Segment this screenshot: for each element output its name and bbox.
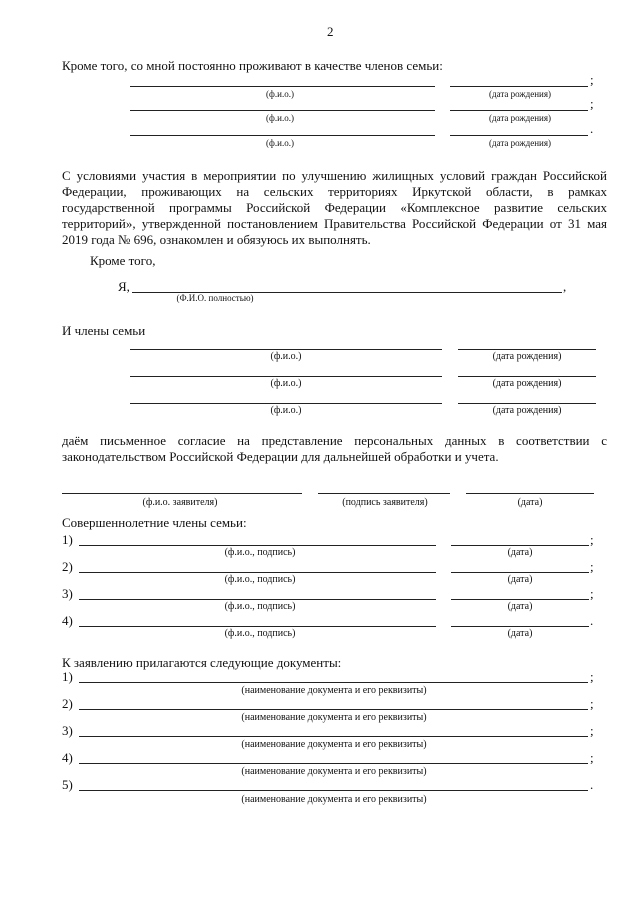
adult-date-caption: (дата) — [507, 628, 533, 639]
document-input-line[interactable] — [79, 763, 588, 764]
dob-caption: (дата рождения) — [492, 405, 562, 416]
adult-row-number: 3) — [62, 586, 73, 601]
row-end-mark: ; — [590, 750, 594, 765]
fio-caption: (ф.и.о.) — [270, 351, 302, 362]
document-caption: (наименование документа и его реквизиты) — [241, 794, 427, 805]
adult-fio-caption: (ф.и.о., подпись) — [224, 574, 296, 585]
fio-caption: (ф.и.о.) — [270, 405, 302, 416]
adult-fio-input-line[interactable] — [79, 626, 436, 627]
row-end-mark: . — [590, 777, 594, 792]
family-living-intro: Кроме того, со мной постоянно проживают в качестве членов семьи: — [62, 58, 443, 73]
adult-date-caption: (дата) — [507, 547, 533, 558]
ya-caption: (Ф.И.О. полностью) — [176, 293, 254, 303]
row-end-mark: . — [590, 121, 594, 136]
row-end-mark: ; — [590, 669, 594, 684]
document-input-line[interactable] — [79, 709, 588, 710]
applicant-fio-caption: (ф.и.о. заявителя) — [142, 497, 218, 508]
adult-date-input-line[interactable] — [451, 599, 589, 600]
fio-input-line[interactable] — [130, 135, 435, 136]
dob-caption: (дата рождения) — [489, 89, 551, 99]
adult-date-input-line[interactable] — [451, 545, 589, 546]
fio-input-line[interactable] — [130, 349, 442, 350]
fio-caption: (ф.и.о.) — [270, 378, 302, 389]
row-end-mark: ; — [590, 723, 594, 738]
documents-title: К заявлению прилагаются следующие документы: — [62, 655, 342, 670]
document-caption: (наименование документа и его реквизиты) — [241, 712, 427, 723]
applicant-fio-input-line[interactable] — [62, 493, 302, 494]
adult-fio-caption: (ф.и.о., подпись) — [224, 547, 296, 558]
adults-title: Совершеннолетние члены семьи: — [62, 515, 247, 530]
adult-date-caption: (дата) — [507, 574, 533, 585]
document-caption: (наименование документа и его реквизиты) — [241, 685, 427, 696]
row-end-mark: ; — [590, 96, 594, 111]
row-end-mark: ; — [590, 559, 594, 574]
page-number: 2 — [327, 24, 334, 39]
document-input-line[interactable] — [79, 682, 588, 683]
row-end-mark: ; — [590, 532, 594, 547]
adult-fio-input-line[interactable] — [79, 572, 436, 573]
document-row-number: 2) — [62, 696, 73, 711]
fio-caption: (ф.и.о.) — [266, 138, 294, 148]
row-end-mark: . — [590, 613, 594, 628]
document-row-number: 4) — [62, 750, 73, 765]
row-end-mark: ; — [590, 696, 594, 711]
document-row-number: 1) — [62, 669, 73, 684]
document-input-line[interactable] — [79, 790, 588, 791]
dob-input-line[interactable] — [450, 135, 588, 136]
adult-row-number: 4) — [62, 613, 73, 628]
dob-input-line[interactable] — [458, 376, 596, 377]
adult-date-input-line[interactable] — [451, 626, 589, 627]
ya-end-mark: , — [563, 279, 567, 294]
dob-caption: (дата рождения) — [489, 113, 551, 123]
adult-row-number: 2) — [62, 559, 73, 574]
document-caption: (наименование документа и его реквизиты) — [241, 766, 427, 777]
adult-row-number: 1) — [62, 532, 73, 547]
dob-caption: (дата рождения) — [492, 378, 562, 389]
dob-input-line[interactable] — [450, 110, 588, 111]
adult-date-caption: (дата) — [507, 601, 533, 612]
applicant-signature-caption: (подпись заявителя) — [342, 497, 428, 508]
row-end-mark: ; — [590, 72, 594, 87]
fio-caption: (ф.и.о.) — [266, 89, 294, 99]
applicant-date-caption: (дата) — [517, 497, 543, 508]
applicant-signature-input-line[interactable] — [318, 493, 450, 494]
adult-fio-input-line[interactable] — [79, 599, 436, 600]
fio-input-line[interactable] — [130, 110, 435, 111]
document-row-number: 5) — [62, 777, 73, 792]
fio-caption: (ф.и.о.) — [266, 113, 294, 123]
moreover-text: Кроме того, — [90, 253, 156, 268]
applicant-date-input-line[interactable] — [466, 493, 594, 494]
family-consent-label: И члены семьи — [62, 323, 146, 338]
dob-input-line[interactable] — [450, 86, 588, 87]
dob-caption: (дата рождения) — [492, 351, 562, 362]
consent-paragraph: даём письменное согласие на представление персональных данных в соответствии с законодательством Российской Федерации для дальнейшей обработки и учета. — [62, 433, 607, 464]
document-row-number: 3) — [62, 723, 73, 738]
dob-caption: (дата рождения) — [489, 138, 551, 148]
adult-date-input-line[interactable] — [451, 572, 589, 573]
fio-input-line[interactable] — [130, 376, 442, 377]
document-input-line[interactable] — [79, 736, 588, 737]
fio-input-line[interactable] — [130, 403, 442, 404]
document-caption: (наименование документа и его реквизиты) — [241, 739, 427, 750]
row-end-mark: ; — [590, 586, 594, 601]
conditions-paragraph: С условиями участия в мероприятии по улучшению жилищных условий граждан Российской Федерации, проживающих на сельских территориях Иркутской области, в рамках государственной программы Российской Федерации «Комплексное развитие сельских территорий», утвержденной постановлением Правительства Российской Федерации от 31 мая 2019 года № 696, ознакомлен и обязуюсь их выполнять. — [62, 168, 607, 247]
ya-label: Я, — [118, 279, 130, 294]
dob-input-line[interactable] — [458, 403, 596, 404]
dob-input-line[interactable] — [458, 349, 596, 350]
adult-fio-caption: (ф.и.о., подпись) — [224, 601, 296, 612]
adult-fio-input-line[interactable] — [79, 545, 436, 546]
adult-fio-caption: (ф.и.о., подпись) — [224, 628, 296, 639]
fio-input-line[interactable] — [130, 86, 435, 87]
